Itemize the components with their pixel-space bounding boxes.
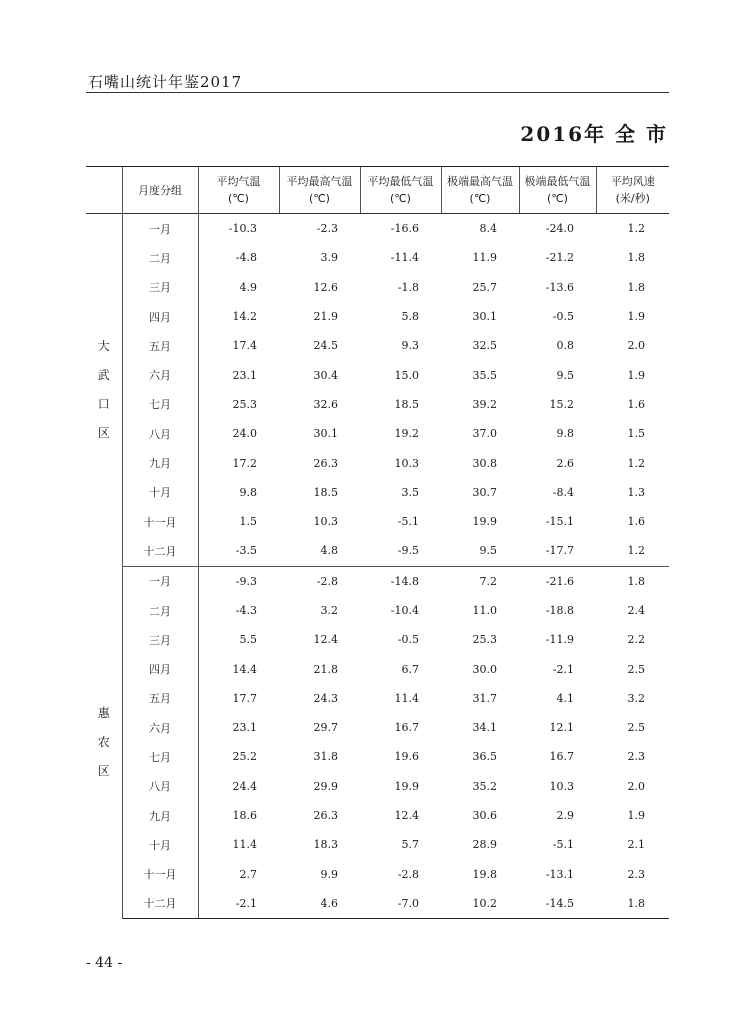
value-cell: 2.7 xyxy=(239,867,257,881)
table-row xyxy=(86,243,669,272)
region-char: 惠 xyxy=(97,705,110,720)
table-row xyxy=(86,448,669,477)
column-header-label: 月度分组 xyxy=(138,183,182,197)
value-cell: 11.4 xyxy=(232,838,257,852)
table-row xyxy=(86,801,669,830)
month-cell: 五月 xyxy=(122,684,198,713)
value-cell: 32.5 xyxy=(472,339,497,353)
value-cell: 18.6 xyxy=(232,809,257,823)
column-header-label: 平均气温 xyxy=(216,175,261,188)
region-char: 区 xyxy=(97,426,110,441)
value-cell: 19.2 xyxy=(394,427,419,441)
month-cell: 十一月 xyxy=(122,507,198,536)
value-cell: -17.7 xyxy=(519,536,596,566)
value-cell: -5.1 xyxy=(552,838,574,852)
value-cell: 10.3 xyxy=(313,515,338,529)
value-cell: 17.4 xyxy=(232,339,257,353)
value-cell: 23.1 xyxy=(232,368,257,382)
value-cell: 17.2 xyxy=(232,456,257,470)
column-header xyxy=(441,167,519,214)
value-cell: 30.1 xyxy=(313,427,338,441)
value-cell: -2.1 xyxy=(198,889,279,919)
value-cell: 5.7 xyxy=(401,838,419,852)
table-row xyxy=(86,654,669,683)
value-cell: 7.2 xyxy=(479,574,497,588)
value-cell: 11.4 xyxy=(394,691,419,705)
value-cell: -5.1 xyxy=(397,515,419,529)
value-cell: 31.8 xyxy=(313,750,338,764)
climate-table-container xyxy=(86,166,669,919)
value-cell: -10.4 xyxy=(390,604,419,617)
value-cell: 25.3 xyxy=(472,633,497,647)
value-cell: 21.9 xyxy=(313,310,338,324)
value-cell: -0.5 xyxy=(552,310,574,324)
month-cell: 二月 xyxy=(122,243,198,272)
value-cell: 1.9 xyxy=(627,368,645,382)
value-cell: 15.0 xyxy=(394,368,419,382)
value-cell: 19.9 xyxy=(394,779,419,793)
value-cell: 9.8 xyxy=(556,427,574,441)
value-cell: 11.9 xyxy=(472,251,497,265)
column-header-label: 极端最低气温 xyxy=(524,175,591,188)
table-body xyxy=(86,214,669,919)
value-cell: 25.3 xyxy=(232,397,257,411)
value-cell: 12.6 xyxy=(313,280,338,294)
table-row xyxy=(86,742,669,771)
value-cell: 24.0 xyxy=(232,427,257,441)
value-cell: 23.1 xyxy=(232,721,257,735)
region-label xyxy=(86,566,122,919)
table-row xyxy=(86,273,669,302)
month-cell: 四月 xyxy=(122,654,198,683)
value-cell: 25.7 xyxy=(472,280,497,294)
value-cell: 8.4 xyxy=(479,222,497,236)
value-cell: 35.5 xyxy=(472,368,497,382)
month-cell: 九月 xyxy=(122,801,198,830)
value-cell: 2.5 xyxy=(627,662,645,676)
value-cell: 1.3 xyxy=(627,485,645,499)
month-cell: 三月 xyxy=(122,625,198,654)
value-cell: -2.8 xyxy=(316,574,338,588)
value-cell: 28.9 xyxy=(472,838,497,852)
value-cell: -2.8 xyxy=(397,867,419,881)
value-cell: 30.7 xyxy=(472,485,497,499)
value-cell: 2.4 xyxy=(627,604,645,617)
table-row xyxy=(86,419,669,448)
column-header xyxy=(279,167,360,214)
region-char: 大 xyxy=(97,339,110,354)
table-row xyxy=(86,536,669,566)
column-header xyxy=(198,167,279,214)
value-cell: 10.2 xyxy=(441,889,519,919)
value-cell: -13.6 xyxy=(545,280,574,294)
value-cell: -4.8 xyxy=(235,251,257,265)
region-char: 口 xyxy=(97,397,110,412)
value-cell: 1.6 xyxy=(627,515,645,529)
value-cell: 10.3 xyxy=(549,779,574,793)
value-cell: -3.5 xyxy=(198,536,279,566)
column-header xyxy=(519,167,596,214)
value-cell: -18.8 xyxy=(545,604,574,617)
value-cell: 1.9 xyxy=(627,809,645,823)
value-cell: 26.3 xyxy=(313,456,338,470)
table-row xyxy=(86,360,669,389)
value-cell: 16.7 xyxy=(549,750,574,764)
value-cell: 3.2 xyxy=(627,691,645,705)
table-row xyxy=(86,713,669,742)
value-cell: 29.9 xyxy=(313,779,338,793)
table-row xyxy=(86,214,669,244)
value-cell: 18.3 xyxy=(313,838,338,852)
value-cell: 14.4 xyxy=(232,662,257,676)
value-cell: 1.8 xyxy=(596,889,669,919)
month-cell: 八月 xyxy=(122,772,198,801)
value-cell: 3.5 xyxy=(401,485,419,499)
value-cell: 2.1 xyxy=(627,838,645,852)
value-cell: 9.5 xyxy=(556,368,574,382)
climate-table xyxy=(86,166,669,919)
column-header-unit: (℃) xyxy=(547,192,568,205)
table-row xyxy=(86,331,669,360)
value-cell: -11.9 xyxy=(545,633,574,647)
value-cell: 2.2 xyxy=(627,633,645,647)
table-row xyxy=(86,830,669,859)
value-cell: 9.8 xyxy=(239,485,257,499)
value-cell: 1.2 xyxy=(596,536,669,566)
table-row xyxy=(86,596,669,625)
value-cell: -8.4 xyxy=(552,485,574,499)
column-header xyxy=(122,167,198,214)
value-cell: 17.7 xyxy=(232,691,257,705)
value-cell: 11.0 xyxy=(472,604,497,617)
value-cell: 4.9 xyxy=(239,280,257,294)
value-cell: 1.9 xyxy=(627,310,645,324)
value-cell: 1.2 xyxy=(627,222,645,236)
region-char: 武 xyxy=(97,368,110,383)
month-cell: 六月 xyxy=(122,360,198,389)
value-cell: 35.2 xyxy=(472,779,497,793)
value-cell: 19.8 xyxy=(472,867,497,881)
month-cell: 九月 xyxy=(122,448,198,477)
value-cell: 14.2 xyxy=(232,310,257,324)
value-cell: 12.1 xyxy=(549,721,574,735)
region-char: 区 xyxy=(97,763,110,778)
value-cell: -15.1 xyxy=(545,515,574,529)
value-cell: 19.6 xyxy=(394,750,419,764)
header-blank-cell xyxy=(86,167,122,214)
value-cell: 2.9 xyxy=(556,809,574,823)
value-cell: 5.8 xyxy=(401,310,419,324)
region-label xyxy=(86,214,122,567)
month-cell: 四月 xyxy=(122,302,198,331)
month-cell: 六月 xyxy=(122,713,198,742)
value-cell: 32.6 xyxy=(313,397,338,411)
value-cell: -21.6 xyxy=(545,574,574,588)
value-cell: 37.0 xyxy=(472,427,497,441)
column-header-label: 平均最低气温 xyxy=(367,175,434,188)
value-cell: 30.0 xyxy=(472,662,497,676)
region-char: 农 xyxy=(97,734,110,749)
month-cell: 七月 xyxy=(122,742,198,771)
value-cell: 5.5 xyxy=(239,633,257,647)
value-cell: -0.5 xyxy=(397,633,419,647)
value-cell: 1.8 xyxy=(627,280,645,294)
month-cell: 十一月 xyxy=(122,860,198,889)
table-row xyxy=(86,684,669,713)
column-header-label: 平均最高气温 xyxy=(286,175,353,188)
table-row xyxy=(86,860,669,889)
value-cell: 30.4 xyxy=(313,368,338,382)
value-cell: -16.6 xyxy=(390,222,419,236)
value-cell: -9.5 xyxy=(360,536,441,566)
value-cell: 24.3 xyxy=(313,691,338,705)
month-cell: 二月 xyxy=(122,596,198,625)
value-cell: 9.3 xyxy=(401,339,419,353)
value-cell: -10.3 xyxy=(228,222,257,236)
value-cell: -21.2 xyxy=(545,251,574,265)
value-cell: 25.2 xyxy=(232,750,257,764)
month-cell: 八月 xyxy=(122,419,198,448)
value-cell: -2.3 xyxy=(316,222,338,236)
month-cell: 十月 xyxy=(122,478,198,507)
column-header-unit: (℃) xyxy=(228,192,249,205)
table-row xyxy=(86,507,669,536)
month-cell: 十二月 xyxy=(122,889,198,919)
column-header xyxy=(360,167,441,214)
value-cell: 18.5 xyxy=(394,397,419,411)
month-cell: 五月 xyxy=(122,331,198,360)
column-header-unit: (℃) xyxy=(390,192,411,205)
value-cell: 9.9 xyxy=(320,867,338,881)
value-cell: -14.8 xyxy=(390,574,419,588)
value-cell: -4.3 xyxy=(235,604,257,617)
table-row xyxy=(86,390,669,419)
value-cell: 36.5 xyxy=(472,750,497,764)
value-cell: 26.3 xyxy=(313,809,338,823)
value-cell: 3.2 xyxy=(320,604,338,617)
month-cell: 一月 xyxy=(122,566,198,596)
column-header-unit: (米/秒) xyxy=(615,192,650,205)
value-cell: 30.8 xyxy=(472,456,497,470)
month-cell: 一月 xyxy=(122,214,198,244)
value-cell: -24.0 xyxy=(545,222,574,236)
month-cell: 七月 xyxy=(122,390,198,419)
value-cell: -1.8 xyxy=(397,280,419,294)
value-cell: 1.8 xyxy=(627,251,645,265)
value-cell: 30.6 xyxy=(472,809,497,823)
table-row xyxy=(86,625,669,654)
table-row xyxy=(86,302,669,331)
value-cell: 34.1 xyxy=(472,721,497,735)
month-cell: 十二月 xyxy=(122,536,198,566)
value-cell: -13.1 xyxy=(545,867,574,881)
value-cell: 2.3 xyxy=(627,867,645,881)
value-cell: 3.9 xyxy=(320,251,338,265)
table-row xyxy=(86,889,669,919)
value-cell: 24.4 xyxy=(232,779,257,793)
value-cell: 1.5 xyxy=(627,427,645,441)
value-cell: 16.7 xyxy=(394,721,419,735)
value-cell: 31.7 xyxy=(472,691,497,705)
table-row xyxy=(86,772,669,801)
value-cell: 29.7 xyxy=(313,721,338,735)
value-cell: 30.1 xyxy=(472,310,497,324)
column-header xyxy=(596,167,669,214)
value-cell: 10.3 xyxy=(394,456,419,470)
page-number: - 44 - xyxy=(86,955,123,971)
value-cell: 18.5 xyxy=(313,485,338,499)
value-cell: 12.4 xyxy=(394,809,419,823)
value-cell: 24.5 xyxy=(313,339,338,353)
value-cell: -7.0 xyxy=(360,889,441,919)
value-cell: 1.6 xyxy=(627,397,645,411)
value-cell: 2.3 xyxy=(627,750,645,764)
value-cell: 2.5 xyxy=(627,721,645,735)
header-rule xyxy=(86,92,669,93)
value-cell: 12.4 xyxy=(313,633,338,647)
value-cell: 39.2 xyxy=(472,397,497,411)
value-cell: 1.5 xyxy=(239,515,257,529)
value-cell: -11.4 xyxy=(390,251,419,265)
value-cell: -2.1 xyxy=(552,662,574,676)
value-cell: 1.2 xyxy=(627,456,645,470)
value-cell: 4.6 xyxy=(279,889,360,919)
value-cell: 1.8 xyxy=(627,574,645,588)
section-title: 2016年 全 市 xyxy=(520,122,668,146)
running-title: 石嘴山统计年鉴2017 xyxy=(88,73,243,91)
month-cell: 十月 xyxy=(122,830,198,859)
column-header-unit: (℃) xyxy=(309,192,330,205)
column-header-label: 平均风速 xyxy=(610,175,655,188)
table-header-row xyxy=(86,167,669,214)
value-cell: 0.8 xyxy=(556,339,574,353)
value-cell: -9.3 xyxy=(235,574,257,588)
column-header-unit: (℃) xyxy=(469,192,491,205)
value-cell: 15.2 xyxy=(549,397,574,411)
value-cell: 2.6 xyxy=(556,456,574,470)
value-cell: 6.7 xyxy=(401,662,419,676)
column-header-label: 极端最高气温 xyxy=(447,175,513,188)
value-cell: 21.8 xyxy=(313,662,338,676)
value-cell: 4.8 xyxy=(279,536,360,566)
value-cell: 19.9 xyxy=(472,515,497,529)
value-cell: 9.5 xyxy=(441,536,519,566)
value-cell: 2.0 xyxy=(627,779,645,793)
value-cell: 2.0 xyxy=(627,339,645,353)
table-row xyxy=(86,478,669,507)
value-cell: 4.1 xyxy=(556,691,574,705)
month-cell: 三月 xyxy=(122,273,198,302)
table-row xyxy=(86,566,669,596)
value-cell: -14.5 xyxy=(519,889,596,919)
